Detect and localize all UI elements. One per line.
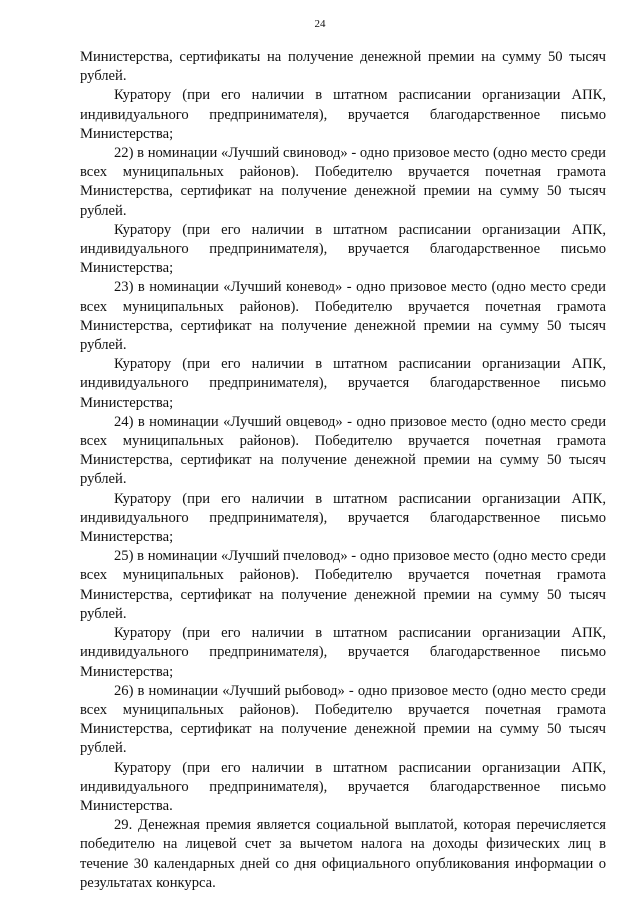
paragraph-section-29: 29. Денежная премия является социальной выплатой, которая перечисляется победителю на лицевой счет за вычетом налога на доходы физических лиц в течение 30 календарных дней со дня официального опубликования информации о результатах конкурса. <box>80 817 606 891</box>
paragraph-curator: Куратору (при его наличии в штатном расписании организации АПК, индивидуального предпринимателя), вручается благодарственное письмо Министерства. <box>80 759 606 814</box>
paragraph-curator: Куратору (при его наличии в штатном расписании организации АПК, индивидуального предпринимателя), вручается благодарственное письмо Министерства; <box>80 221 606 277</box>
paragraph-item-26: 26) в номинации «Лучший рыбовод» - одно призовое место (одно место среди всех муниципальных районов). Победителю вручается почетная грамота Министерства, сертификат на получение денежной премии на сумму 50 тысяч рублей. <box>80 682 606 757</box>
paragraph-item-23: 23) в номинации «Лучший коневод» - одно призовое место (одно место среди всех муниципальных районов). Победителю вручается почетная грамота Министерства, сертификат на получение денежной премии на сумму 50 тысяч рублей. <box>80 279 606 354</box>
document-body <box>80 48 606 893</box>
page-number: 24 <box>314 18 326 30</box>
paragraph-item-24: 24) в номинации «Лучший овцевод» - одно призовое место (одно место среди всех муниципальных районов). Победителю вручается почетная грамота Министерства, сертификат на получение денежной премии на сумму 50 тысяч рублей. <box>80 413 606 488</box>
paragraph-item-22: 22) в номинации «Лучший свиновод» - одно призовое место (одно место среди всех муниципальных районов). Победителю вручается почетная грамота Министерства, сертификат на получение денежной премии на сумму 50 тысяч рублей. <box>80 145 606 219</box>
paragraph-curator: Куратору (при его наличии в штатном расписании организации АПК, индивидуального предпринимателя), вручается благодарственное письмо Министерства; <box>80 87 606 142</box>
paragraph-continuation: Министерства, сертификаты на получение денежной премии на сумму 50 тысяч рублей. <box>80 49 606 85</box>
paragraph-curator: Куратору (при его наличии в штатном расписании организации АПК, индивидуального предпринимателя), вручается благодарственное письмо Министерства; <box>80 625 606 680</box>
paragraph-item-25: 25) в номинации «Лучший пчеловод» - одно призовое место (одно место среди всех муниципальных районов). Победителю вручается почетная грамота Министерства, сертификат на получение денежной премии на сумму 50 тысяч рублей. <box>80 548 606 622</box>
paragraph-curator: Куратору (при его наличии в штатном расписании организации АПК, индивидуального предпринимателя), вручается благодарственное письмо Министерства; <box>80 490 606 546</box>
paragraph-curator: Куратору (при его наличии в штатном расписании организации АПК, индивидуального предпринимателя), вручается благодарственное письмо Министерства; <box>80 356 606 411</box>
